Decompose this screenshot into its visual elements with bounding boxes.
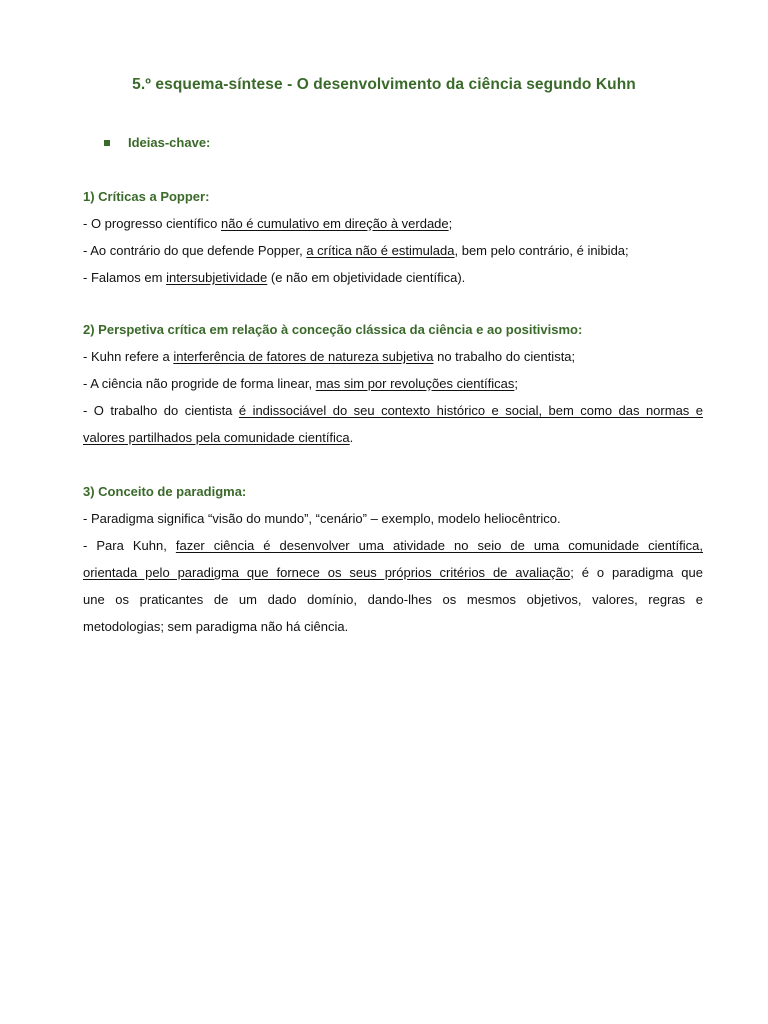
- underlined-text: orientada pelo paradigma que fornece os seus próprios critérios de avaliação: [83, 565, 571, 580]
- page-title: 5.º esquema-síntese - O desenvolvimento da ciência segundo Kuhn: [132, 76, 636, 93]
- text: .: [349, 430, 354, 445]
- list-item: [83, 370, 703, 397]
- section-criticas-popper: [83, 183, 703, 291]
- list-item-continuation: [83, 424, 703, 451]
- list-item-continuation: [83, 559, 703, 586]
- section-heading: 3) Conceito de paradigma:: [83, 484, 247, 499]
- section-conceito-paradigma: [83, 478, 703, 640]
- underlined-text: a crítica não é estimulada: [306, 243, 455, 258]
- underlined-text: não é cumulativo em direção à verdade: [221, 216, 449, 231]
- list-item: [83, 210, 703, 237]
- section-heading: 2) Perspetiva crítica em relação à conceção clássica da ciência e ao positivismo:: [83, 322, 583, 337]
- list-item-continuation: [83, 613, 703, 640]
- list-item: [83, 237, 703, 264]
- text: une os praticantes de um dado domínio, dando-lhes os mesmos objetivos, valores, regras e: [83, 592, 703, 607]
- text: - O trabalho do cientista: [83, 403, 239, 418]
- text: metodologias; sem paradigma não há ciência.: [83, 619, 349, 634]
- underlined-text: intersubjetividade: [166, 270, 268, 285]
- text: ;: [448, 216, 453, 231]
- underlined-text: interferência de fatores de natureza subjetiva: [173, 349, 434, 364]
- list-item-continuation: [83, 586, 703, 613]
- list-item: [83, 532, 703, 559]
- list-item: [83, 343, 703, 370]
- text: - O progresso científico: [83, 216, 221, 231]
- square-bullet-icon: [104, 140, 110, 146]
- text: - Para Kuhn,: [83, 538, 176, 553]
- text: (e não em objetividade científica).: [267, 270, 466, 285]
- text: - A ciência não progride de forma linear,: [83, 376, 316, 391]
- text: , bem pelo contrário, é inibida;: [454, 243, 629, 258]
- section-perspetiva-critica: [83, 316, 703, 451]
- underlined-text: mas sim por revoluções científicas: [315, 376, 515, 391]
- underlined-text: é indissociável do seu contexto histórico e social, bem como das normas e: [238, 403, 703, 418]
- section-heading: 1) Críticas a Popper:: [83, 189, 210, 204]
- key-ideas-label: Ideias-chave:: [128, 135, 211, 150]
- list-item: [83, 264, 703, 291]
- underlined-text: valores partilhados pela comunidade científica: [83, 430, 350, 445]
- text: no trabalho do cientista;: [433, 349, 576, 364]
- text: - Falamos em: [83, 270, 167, 285]
- text: ;: [514, 376, 519, 391]
- text: - Ao contrário do que defende Popper,: [83, 243, 307, 258]
- list-item: [83, 397, 703, 424]
- underlined-text: fazer ciência é desenvolver uma atividade no seio de uma comunidade científica,: [175, 538, 703, 553]
- text: ; é o paradigma que: [570, 565, 703, 580]
- text: - Kuhn refere a: [83, 349, 174, 364]
- list-item: [83, 505, 703, 532]
- key-ideas-bullet: [104, 135, 210, 150]
- text: - Paradigma significa “visão do mundo”, “cenário” – exemplo, modelo heliocêntrico.: [83, 511, 561, 526]
